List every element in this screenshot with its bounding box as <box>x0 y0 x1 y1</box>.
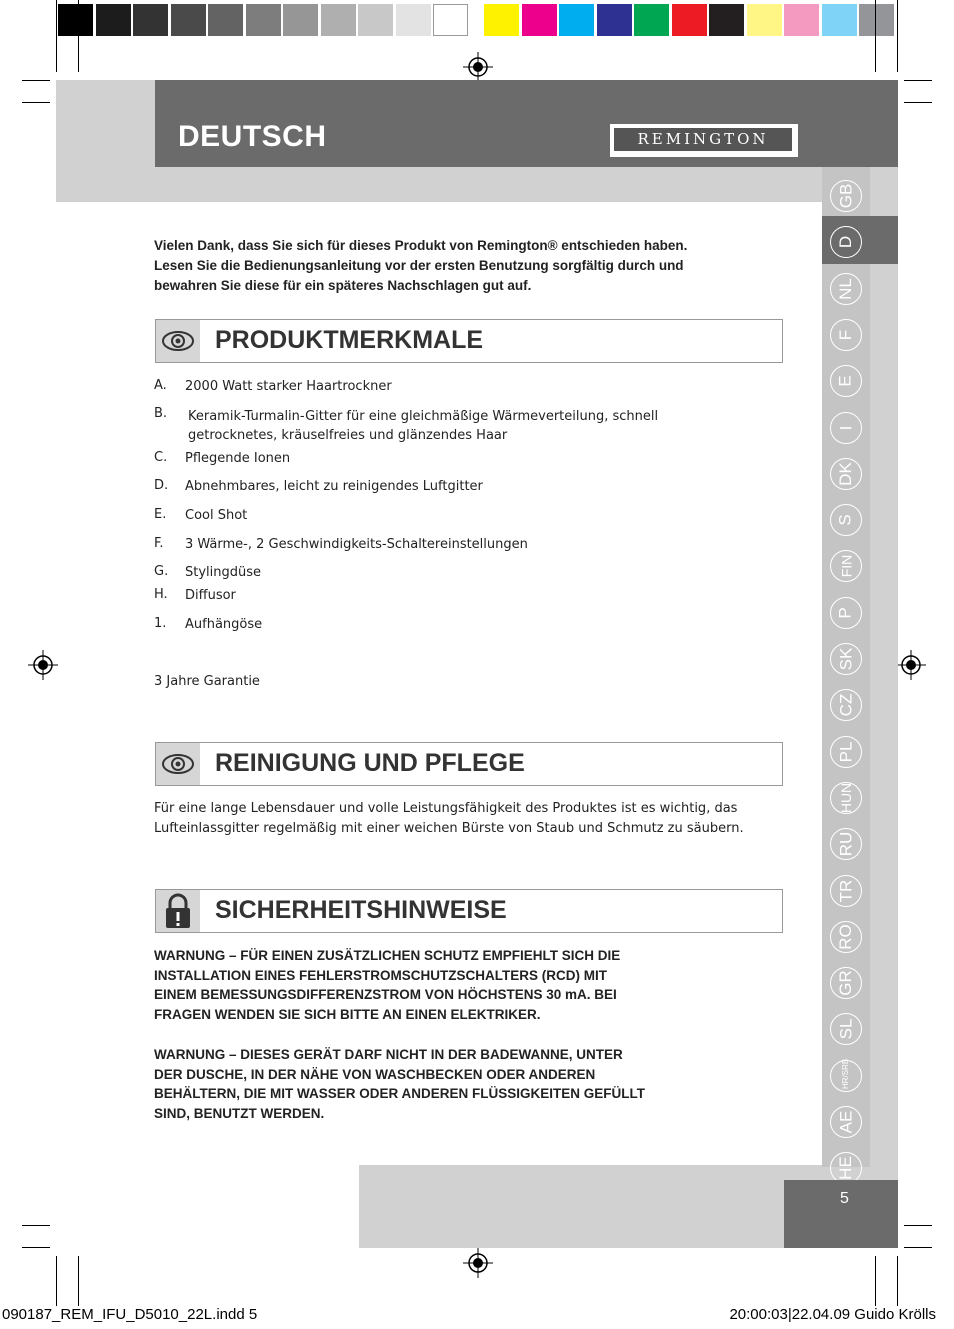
language-tab[interactable]: HUN <box>830 782 862 814</box>
feature-text: Diffusor <box>185 588 236 603</box>
language-tab[interactable]: GR <box>830 967 862 999</box>
warranty-text: 3 Jahre Garantie <box>154 674 260 689</box>
feature-text: Keramik-Turmalin-Gitter für eine gleichmäßige Wärmeverteilung, schnell <box>188 409 659 424</box>
page-title: DEUTSCH <box>178 120 327 153</box>
color-swatch <box>358 4 393 36</box>
language-tab[interactable]: SK <box>830 643 862 675</box>
cleaning-text <box>154 799 744 839</box>
cleaning-line: Für eine lange Lebensdauer und volle Leistungsfähigkeit des Produktes ist es wichtig, das <box>154 801 738 816</box>
intro-text <box>154 236 784 296</box>
language-tab[interactable]: CZ <box>830 689 862 721</box>
brand-logo-text: REMINGTON <box>613 127 793 152</box>
intro-line: bewahren Sie diese für ein späteres Nachschlagen gut auf. <box>154 278 532 293</box>
color-swatch <box>822 4 857 36</box>
cleaning-line: Lufteinlassgitter regelmäßig mit einer weichen Bürste von Staub und Schmutz zu säubern. <box>154 821 744 836</box>
file-slug: 090187_REM_IFU_D5010_22L.indd 5 <box>2 1306 258 1323</box>
feature-text: Aufhängöse <box>185 617 263 632</box>
brand-logo <box>610 124 798 157</box>
color-swatch <box>747 4 782 36</box>
section-title: PRODUKTMERKMALE <box>215 326 484 354</box>
color-swatch <box>484 4 519 36</box>
language-tab[interactable]: HE <box>830 1152 862 1184</box>
feature-letter: G. <box>154 564 169 579</box>
color-swatch <box>672 4 707 36</box>
registration-mark-icon <box>463 1248 493 1278</box>
color-swatch <box>133 4 168 36</box>
color-swatch <box>171 4 206 36</box>
language-tab[interactable]: SL <box>830 1013 862 1045</box>
language-tab[interactable]: TR <box>830 875 862 907</box>
registration-mark-icon <box>463 52 493 82</box>
feature-letter: H. <box>154 587 168 602</box>
color-swatch <box>709 4 744 36</box>
section-icon-box <box>156 890 200 932</box>
color-swatch <box>321 4 356 36</box>
feature-text: Abnehmbares, leicht zu reinigendes Luftgitter <box>185 479 483 494</box>
language-tab[interactable]: NL <box>830 273 862 305</box>
color-swatch <box>283 4 318 36</box>
language-tab[interactable]: E <box>830 365 862 397</box>
lock-warning-icon <box>156 890 200 932</box>
section-header-cleaning <box>155 742 783 786</box>
section-icon-box <box>156 743 200 785</box>
language-tab[interactable]: HR/SRB <box>830 1060 862 1092</box>
intro-line: Vielen Dank, dass Sie sich für dieses Produkt von Remington® entschieden haben. <box>154 238 688 253</box>
registration-mark-icon <box>28 650 58 680</box>
warning-line: WARNUNG – FÜR EINEN ZUSÄTZLICHEN SCHUTZ EMPFIEHLT SICH DIE <box>154 948 621 963</box>
feature-letter: 1. <box>154 616 167 631</box>
color-swatch <box>859 4 894 36</box>
language-tab[interactable]: D <box>830 226 862 258</box>
feature-text: getrocknetes, kräuselfreies und glänzendes Haar <box>188 428 508 443</box>
warning-line: FRAGEN WENDEN SIE SICH BITTE AN EINEN ELEKTRIKER. <box>154 1006 541 1022</box>
color-swatch <box>784 4 819 36</box>
language-tab[interactable]: I <box>830 412 862 444</box>
language-tab[interactable]: DK <box>830 458 862 490</box>
color-swatch <box>559 4 594 36</box>
warning-rcd <box>154 946 779 1024</box>
page-number: 5 <box>840 1190 849 1207</box>
language-tab[interactable]: RU <box>830 828 862 860</box>
eye-icon <box>156 743 200 785</box>
feature-letter: D. <box>154 478 169 493</box>
feature-letter: E. <box>154 507 167 522</box>
language-tab[interactable]: P <box>830 597 862 629</box>
timestamp-slug: 20:00:03|22.04.09 Guido Krölls <box>729 1306 936 1323</box>
feature-letter: C. <box>154 450 168 465</box>
color-swatch <box>96 4 131 36</box>
language-tab[interactable]: GB <box>830 180 862 212</box>
color-swatch <box>396 4 431 36</box>
warning-line: INSTALLATION EINES FEHLERSTROMSCHUTZSCHALTERS (RCD) MIT <box>154 967 607 983</box>
intro-line: Lesen Sie die Bedienungsanleitung vor der ersten Benutzung sorgfältig durch und <box>154 258 684 273</box>
eye-icon <box>156 320 200 362</box>
color-swatch <box>522 4 557 36</box>
page-frame-band <box>56 167 822 202</box>
feature-letter: B. <box>154 406 168 421</box>
language-tab[interactable]: FIN <box>830 550 862 582</box>
color-swatch <box>246 4 281 36</box>
color-swatch <box>433 4 468 36</box>
feature-text: Stylingdüse <box>185 565 262 580</box>
warning-line: EINEM BEMESSUNGSDIFFERENZSTROM VON HÖCHSTENS 30 mA. BEI <box>154 987 617 1002</box>
feature-text: 2000 Watt starker Haartrockner <box>185 379 392 394</box>
feature-text: Pflegende Ionen <box>185 451 291 466</box>
feature-text: 3 Wärme-, 2 Geschwindigkeits-Schaltereinstellungen <box>185 537 528 552</box>
color-swatch <box>634 4 669 36</box>
warning-line: WARNUNG – DIESES GERÄT DARF NICHT IN DER BADEWANNE, UNTER <box>154 1047 623 1062</box>
color-swatch <box>58 4 93 36</box>
warning-water <box>154 1045 779 1123</box>
registration-mark-icon <box>896 650 926 680</box>
feature-text: Cool Shot <box>185 508 248 523</box>
color-swatch <box>208 4 243 36</box>
language-tab[interactable]: PL <box>830 736 862 768</box>
section-icon-box <box>156 320 200 362</box>
color-swatch <box>597 4 632 36</box>
warning-line: BEHÄLTERN, DIE MIT WASSER ODER ANDEREN FLÜSSIGKEITEN GEFÜLLT <box>154 1086 646 1101</box>
warning-line: DER DUSCHE, IN DER NÄHE VON WASCHBECKEN ODER ANDEREN <box>154 1066 596 1082</box>
warning-line: SIND, BENUTZT WERDEN. <box>154 1105 325 1121</box>
language-tab[interactable]: S <box>830 504 862 536</box>
language-tab[interactable]: F <box>830 319 862 351</box>
section-title: SICHERHEITSHINWEISE <box>215 896 507 924</box>
language-sidebar-edge <box>870 167 898 1167</box>
section-header-safety <box>155 889 783 933</box>
feature-letter: F. <box>154 536 164 551</box>
section-title: REINIGUNG UND PFLEGE <box>215 749 525 777</box>
language-tab[interactable]: RO <box>830 921 862 953</box>
section-header-features <box>155 319 783 363</box>
feature-letter: A. <box>154 378 167 393</box>
language-tab[interactable]: AE <box>830 1106 862 1138</box>
